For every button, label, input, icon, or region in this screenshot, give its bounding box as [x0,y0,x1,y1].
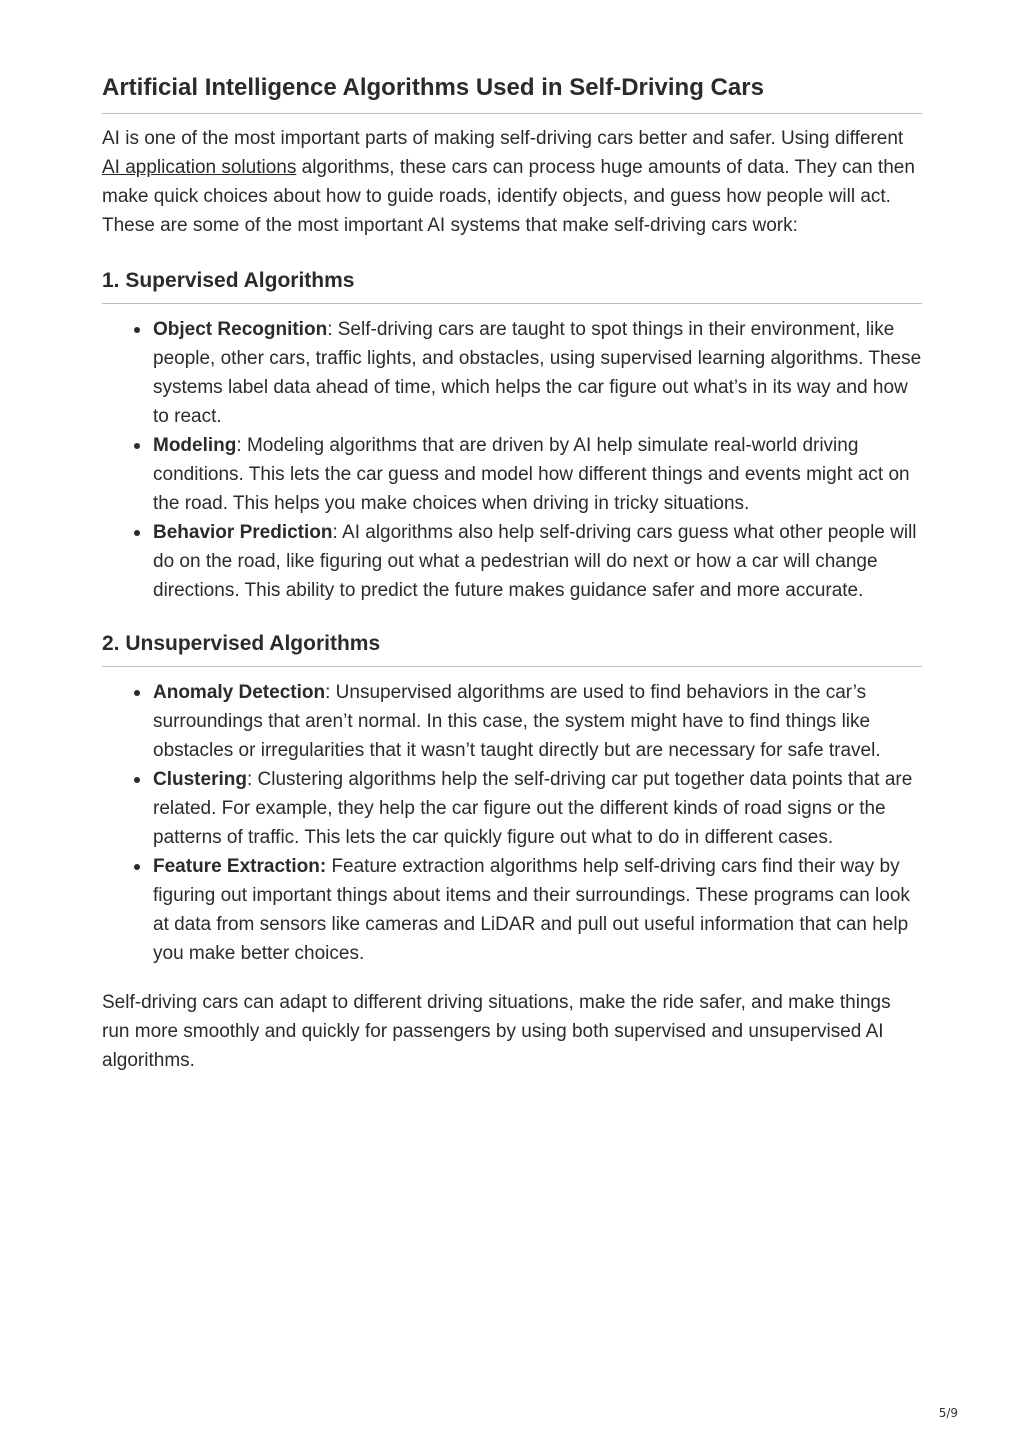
list-item-term: Object Recognition [153,319,328,340]
list-item-text: Unsupervised algorithms are used to find behaviors in the car’s surroundings that aren’t normal. In this case, the system might have to find things like obstacles or irregularities that it wasn’t taught directly but are necessary for safe travel. [153,682,881,761]
list-item-clustering: Clustering: Clustering algorithms help the self-driving car put together data points that are related. For example, they help the car figure out the different kinds of road signs or the patterns of traffic. This lets the car quickly figure out what to do in different cases. [153,765,922,852]
article [102,70,922,1075]
list-item-term: Clustering [153,769,247,790]
section-heading-unsupervised: 2. Unsupervised Algorithms [102,629,922,667]
page-number: 5/9 [938,1406,958,1420]
section-heading-supervised: 1. Supervised Algorithms [102,266,922,304]
supervised-list [102,315,922,605]
intro-paragraph [102,124,922,240]
unsupervised-list [102,678,922,968]
ai-application-solutions-link[interactable]: AI application solutions [102,157,297,178]
list-item-text: Self-driving cars are taught to spot things in their environment, like people, other cars, traffic lights, and obstacles, using supervised learning algorithms. These systems label data ahead of time, which helps the car figure out what’s in its way and how to react. [153,319,922,427]
list-item-feature-extraction [153,852,922,968]
intro-text-before-link: AI is one of the most important parts of making self-driving cars better and safer. Using different [102,128,904,149]
intro-text-after-link: algorithms, these cars can process huge amounts of data. They can then make quick choices about how to guide roads, identify objects, and guess how people will act. These are some of the most important AI systems that make self-driving cars work: [102,157,915,236]
list-item-text: Clustering algorithms help the self-driving car put together data points that are related. For example, they help the car figure out the different kinds of road signs or the patterns of traffic. This lets the car quickly figure out what to do in different cases. [153,769,913,848]
list-item-object-recognition: Object Recognition: Self-driving cars are taught to spot things in their environment, like people, other cars, traffic lights, and obstacles, using supervised learning algorithms. These systems label data ahead of time, which helps the car figure out what’s in its way and how to react. [153,315,922,431]
list-item-text: AI algorithms also help self-driving cars guess what other people will do on the road, like figuring out what a pedestrian will do next or how a car will change directions. This ability to predict the future makes guidance safer and more accurate. [153,522,917,601]
list-item-term: Feature Extraction: [153,856,327,877]
list-item-modeling: Modeling: Modeling algorithms that are driven by AI help simulate real-world driving conditions. This lets the car guess and model how different things and events might act on the road. This helps you make choices when driving in tricky situations. [153,431,922,518]
conclusion-paragraph: Self-driving cars can adapt to different driving situations, make the ride safer, and make things run more smoothly and quickly for passengers by using both supervised and unsupervised AI algorithms. [102,992,891,1071]
list-item-term: Anomaly Detection [153,682,326,703]
page-title: Artificial Intelligence Algorithms Used in Self-Driving Cars [102,70,922,114]
list-item-term: Modeling [153,435,237,456]
list-item-anomaly-detection: Anomaly Detection: Unsupervised algorithms are used to find behaviors in the car’s surroundings that aren’t normal. In this case, the system might have to find things like obstacles or irregularities that it wasn’t taught directly but are necessary for safe travel. [153,678,922,765]
list-item-term: Behavior Prediction [153,522,333,543]
list-item-behavior-prediction: Behavior Prediction: AI algorithms also help self-driving cars guess what other people will do on the road, like figuring out what a pedestrian will do next or how a car will change directions. This ability to predict the future makes guidance safer and more accurate. [153,518,922,605]
list-item-text: Feature extraction algorithms help self-driving cars find their way by figuring out important things about items and their surroundings. These programs can look at data from sensors like cameras and LiDAR and pull out useful information that can help you make better choices. [153,856,910,964]
list-item-text: Modeling algorithms that are driven by AI help simulate real-world driving conditions. This lets the car guess and model how different things and events might act on the road. This helps you make choices when driving in tricky situations. [153,435,910,514]
